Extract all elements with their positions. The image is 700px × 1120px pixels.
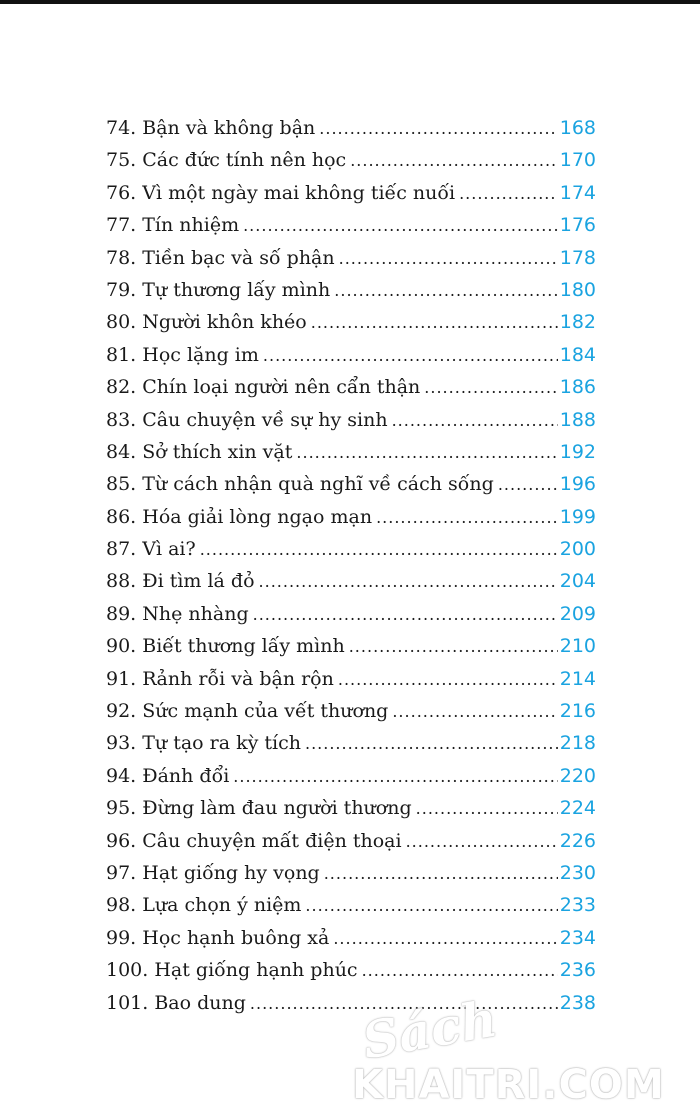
toc-entry-title: 90. Biết thương lấy mình [106, 635, 345, 658]
toc-entry-page-number: 168 [559, 117, 596, 139]
toc-entry[interactable] [106, 242, 596, 274]
toc-entry-page-number: 180 [559, 278, 596, 301]
toc-entry[interactable] [106, 501, 596, 533]
toc-entry-page-number: 170 [559, 149, 596, 172]
dot-leader [296, 437, 557, 469]
toc-entry[interactable] [106, 630, 596, 662]
toc-entry-page-number: 192 [559, 440, 596, 463]
toc-entry-page-number: 178 [559, 246, 596, 269]
toc-entry[interactable] [106, 306, 596, 338]
dot-leader [392, 405, 558, 437]
toc-entry-title: 94. Đánh đổi [106, 764, 230, 787]
toc-entry-page-number: 182 [559, 311, 596, 334]
toc-entry-title: 83. Câu chuyện về sự hy sinh [106, 408, 388, 431]
toc-entry-title: 98. Lựa chọn ý niệm [106, 894, 302, 917]
dot-leader [333, 923, 557, 955]
toc-entry[interactable] [106, 598, 596, 630]
toc-entry-title: 91. Rảnh rỗi và bận rộn [106, 667, 334, 690]
toc-entry-page-number: 214 [559, 667, 596, 690]
dot-leader [416, 793, 558, 825]
toc-entry-page-number: 220 [559, 764, 596, 787]
toc-entry-title: 77. Tín nhiệm [106, 214, 240, 237]
toc-entry-page-number: 199 [559, 505, 596, 528]
toc-entry-page-number: 184 [559, 343, 596, 366]
toc-entry[interactable] [106, 954, 596, 986]
dot-leader [259, 566, 558, 598]
toc-entry[interactable] [106, 760, 596, 792]
toc-entry-title: 100. Hạt giống hạnh phúc [106, 959, 358, 982]
dot-leader [392, 696, 557, 728]
toc-entry-title: 99. Học hạnh buông xả [106, 926, 330, 949]
toc-entry[interactable] [106, 274, 596, 306]
toc-entry-page-number: 226 [559, 829, 596, 852]
watermark-logo [352, 988, 692, 1110]
dot-leader [339, 243, 558, 275]
watermark-site-text: KHAITRI.COM [352, 1062, 665, 1108]
toc-entry-page-number: 234 [559, 926, 596, 949]
dot-leader [243, 210, 558, 242]
toc-entry[interactable] [106, 339, 596, 371]
toc-entry-title: 96. Câu chuyện mất điện thoại [106, 829, 402, 852]
dot-leader [311, 307, 558, 339]
toc-entry-title: 82. Chín loại người nên cẩn thận [106, 376, 421, 399]
toc-entry-page-number: 238 [559, 991, 596, 1014]
toc-entry-page-number: 188 [559, 408, 596, 431]
toc-entry-title: 97. Hạt giống hy vọng [106, 861, 320, 884]
dot-leader [362, 955, 558, 987]
dot-leader [338, 664, 558, 696]
toc-entry-title: 95. Đừng làm đau người thương [106, 797, 412, 820]
toc-entry[interactable] [106, 663, 596, 695]
toc-entry[interactable] [106, 371, 596, 403]
toc-entry-title: 80. Người khôn khéo [106, 311, 307, 334]
dot-leader [305, 728, 558, 760]
toc-entry-title: 89. Nhẹ nhàng [106, 602, 249, 625]
toc-entry[interactable] [106, 889, 596, 921]
dot-leader [263, 340, 558, 372]
table-of-contents [106, 112, 596, 1019]
toc-entry-page-number: 233 [559, 894, 596, 917]
toc-entry-title: 79. Tự thương lấy mình [106, 278, 331, 301]
toc-entry[interactable] [106, 825, 596, 857]
toc-entry[interactable] [106, 727, 596, 759]
toc-entry-page-number: 210 [559, 635, 596, 658]
dot-leader [324, 858, 558, 890]
toc-entry-page-number: 174 [559, 181, 596, 204]
toc-entry-title: 86. Hóa giải lòng ngạo mạn [106, 505, 373, 528]
toc-entry-page-number: 216 [559, 700, 596, 723]
toc-entry[interactable] [106, 468, 596, 500]
dot-leader [253, 599, 558, 631]
toc-entry[interactable] [106, 792, 596, 824]
toc-entry[interactable] [106, 533, 596, 565]
toc-entry-page-number: 209 [559, 602, 596, 625]
dot-leader [305, 890, 557, 922]
dot-leader [406, 826, 558, 858]
toc-entry-title: 81. Học lặng im [106, 343, 259, 366]
toc-entry[interactable] [106, 436, 596, 468]
toc-entry-title: 87. Vì ai? [106, 538, 196, 561]
toc-entry-title: 101. Bao dung [106, 991, 246, 1014]
dot-leader [350, 145, 558, 177]
toc-entry-page-number: 204 [559, 570, 596, 593]
toc-entry[interactable] [106, 112, 596, 144]
toc-entry[interactable] [106, 857, 596, 889]
toc-entry[interactable] [106, 209, 596, 241]
toc-entry-page-number: 236 [559, 959, 596, 982]
toc-entry-page-number: 200 [559, 538, 596, 561]
toc-entry-page-number: 186 [559, 376, 596, 399]
toc-entry-page-number: 230 [559, 861, 596, 884]
dot-leader [459, 178, 558, 210]
toc-entry-title: 88. Đi tìm lá đỏ [106, 570, 255, 593]
toc-entry-title: 74. Bận và không bận [106, 117, 316, 139]
watermark-script-text: Sách [357, 988, 502, 1071]
dot-leader [376, 502, 558, 534]
toc-entry-title: 78. Tiền bạc và số phận [106, 246, 335, 269]
toc-entry-page-number: 196 [559, 473, 596, 496]
toc-entry-page-number: 218 [559, 732, 596, 755]
toc-entry[interactable] [106, 144, 596, 176]
toc-entry[interactable] [106, 565, 596, 597]
dot-leader [424, 372, 557, 404]
toc-entry[interactable] [106, 404, 596, 436]
dot-leader [319, 113, 557, 145]
toc-entry-title: 85. Từ cách nhận quà nghĩ về cách sống [106, 473, 494, 496]
dot-leader [498, 469, 558, 501]
dot-leader [334, 275, 557, 307]
toc-entry-page-number: 224 [559, 797, 596, 820]
toc-entry-title: 75. Các đức tính nên học [106, 149, 347, 172]
toc-entry-title: 84. Sở thích xin vặt [106, 440, 293, 463]
top-border [0, 0, 700, 4]
toc-entry-page-number: 176 [559, 214, 596, 237]
toc-entry-title: 76. Vì một ngày mai không tiếc nuối [106, 181, 456, 204]
dot-leader [200, 534, 558, 566]
toc-entry-title: 93. Tự tạo ra kỳ tích [106, 732, 301, 755]
toc-entry[interactable] [106, 695, 596, 727]
toc-entry[interactable] [106, 177, 596, 209]
toc-entry-title: 92. Sức mạnh của vết thương [106, 700, 389, 723]
toc-entry[interactable] [106, 922, 596, 954]
dot-leader [233, 761, 557, 793]
dot-leader [349, 631, 558, 663]
